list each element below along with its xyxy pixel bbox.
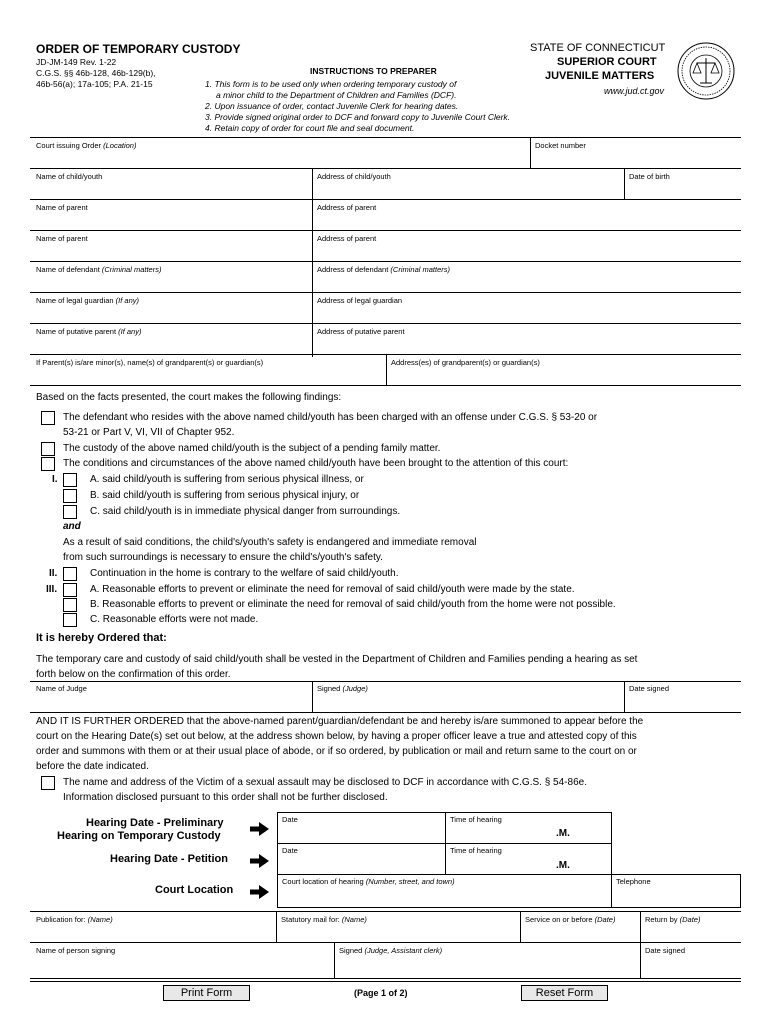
publication-label: Publication for: (Name): [36, 915, 113, 924]
prelim-hearing-label2: Hearing on Temporary Custody: [57, 830, 221, 842]
court-location-field-label: Court location of hearing (Number, street, and town): [282, 877, 455, 886]
prelim-date-field[interactable]: [277, 812, 446, 845]
and-label: and: [63, 521, 81, 532]
further-line3: order and summons with them or at their usual place of abode, or if so ordered, by publication or mail and return same to the court on or: [36, 746, 637, 757]
parent2-address-label: Address of parent: [317, 234, 377, 243]
clerk-signed-label: Signed (Judge, Assistant clerk): [339, 946, 443, 955]
defendant-label: Name of defendant (Criminal matters): [36, 265, 162, 274]
prelim-time-label: Time of hearing: [450, 815, 502, 824]
petition-hearing-label: Hearing Date - Petition: [110, 853, 228, 865]
arrow-right-icon: [250, 822, 270, 836]
victim-disclosure-checkbox[interactable]: [41, 776, 55, 790]
finding-1-text-cont: 53-21 or Part V, VI, VII of Chapter 952.: [63, 427, 235, 438]
finding-iii-c-text: C. Reasonable efforts were not made.: [90, 614, 259, 625]
instruction-4: 4. Retain copy of order for court file and seal document.: [205, 123, 415, 133]
parent1-address-label: Address of parent: [317, 203, 377, 212]
petition-date-field[interactable]: [277, 843, 446, 876]
telephone-label: Telephone: [616, 877, 651, 886]
child-address-label: Address of child/youth: [317, 172, 391, 181]
grandparent-label: If Parent(s) is/are minor(s), name(s) of grandparent(s) or guardian(s): [36, 358, 264, 367]
further-line1: AND IT IS FURTHER ORDERED that the above-named parent/guardian/defendant be and hereby is/are summoned to appear before the: [36, 716, 644, 727]
court-issuing-label: Court issuing Order (Location): [36, 141, 137, 150]
arrow-right-icon: [250, 854, 270, 868]
statutory-mail-label: Statutory mail for: (Name): [281, 915, 367, 924]
service-by-label: Service on or before (Date): [525, 915, 616, 924]
judge-name-label: Name of Judge: [36, 684, 87, 693]
finding-i-c-checkbox[interactable]: [63, 505, 77, 519]
state-name: STATE OF CONNECTICUT: [530, 42, 666, 54]
finding-3-text: The conditions and circumstances of the above named child/youth have been brought to the attention of this court:: [63, 458, 569, 469]
judge-date-signed-label: Date signed: [629, 684, 670, 693]
guardian-label: Name of legal guardian (If any): [36, 296, 139, 305]
finding-iii-b-text: B. Reasonable efforts to prevent or eliminate the need for removal of said child/youth from the home were not possible.: [90, 599, 616, 610]
finding-i-a-text: A. said child/youth is suffering from serious physical illness, or: [90, 474, 364, 485]
person-signing-label: Name of person signing: [36, 946, 116, 955]
putative-label: Name of putative parent (If any): [36, 327, 142, 336]
parent1-label: Name of parent: [36, 203, 88, 212]
prelim-date-label: Date: [282, 815, 298, 824]
petition-time-label: Time of hearing: [450, 846, 502, 855]
print-form-button[interactable]: Print Form: [163, 985, 250, 1001]
roman-iii: III.: [46, 584, 58, 595]
result-line1: As a result of said conditions, the child's/youth's safety is endangered and immediate removal: [63, 537, 477, 548]
finding-3-checkbox[interactable]: [41, 457, 55, 471]
prelim-hearing-label1: Hearing Date - Preliminary: [86, 817, 224, 829]
state-seal-icon: [676, 41, 736, 101]
roman-i: I.: [52, 474, 58, 485]
parent2-label: Name of parent: [36, 234, 88, 243]
court-location-label: Court Location: [155, 884, 234, 896]
guardian-address-label: Address of legal guardian: [317, 296, 403, 305]
victim-line2: Information disclosed pursuant to this order shall not be further disclosed.: [63, 792, 388, 803]
division-name: JUVENILE MATTERS: [545, 70, 655, 82]
finding-2-checkbox[interactable]: [41, 442, 55, 456]
finding-ii-text: Continuation in the home is contrary to the welfare of said child/youth.: [90, 568, 399, 579]
petition-date-label: Date: [282, 846, 298, 855]
further-line4: before the date indicated.: [36, 761, 149, 772]
finding-2-text: The custody of the above named child/youth is the subject of a pending family matter.: [63, 443, 441, 454]
reset-form-button[interactable]: Reset Form: [521, 985, 608, 1001]
page-indicator: (Page 1 of 2): [354, 988, 408, 998]
website: www.jud.ct.gov: [604, 86, 665, 96]
court-name: SUPERIOR COURT: [557, 56, 657, 68]
judge-signed-label: Signed (Judge): [317, 684, 368, 693]
finding-ii-checkbox[interactable]: [63, 567, 77, 581]
instructions-heading: INSTRUCTIONS TO PREPARER: [310, 66, 437, 76]
finding-1-text: The defendant who resides with the above named child/youth has been charged with an offense under C.G.S. § 53-20 or: [63, 412, 598, 423]
finding-i-c-text: C. said child/youth is in immediate physical danger from surroundings.: [90, 506, 401, 517]
finding-i-b-checkbox[interactable]: [63, 489, 77, 503]
finding-iii-a-text: A. Reasonable efforts to prevent or eliminate the need for removal of said child/youth were made by the state.: [90, 584, 575, 595]
grandparent-address-label: Address(es) of grandparent(s) or guardian(s): [391, 358, 540, 367]
docket-label: Docket number: [535, 141, 586, 150]
instruction-1: 1. This form is to be used only when ordering temporary custody of: [205, 79, 457, 89]
footer-date-signed-label: Date signed: [645, 946, 686, 955]
finding-i-a-checkbox[interactable]: [63, 473, 77, 487]
finding-iii-a-checkbox[interactable]: [63, 583, 77, 597]
further-line2: court on the Hearing Date(s) set out below, at the address shown below, by having a proper officer leave a true and attested copy of this: [36, 731, 637, 742]
order-line2: forth below on the confirmation of this order.: [36, 669, 231, 680]
dob-label: Date of birth: [629, 172, 670, 181]
statutes-line2: 46b-56(a); 17a-105; P.A. 21-15: [36, 79, 153, 89]
arrow-right-icon: [250, 885, 270, 899]
form-title: ORDER OF TEMPORARY CUSTODY: [36, 42, 241, 56]
findings-intro: Based on the facts presented, the court makes the following findings:: [36, 392, 342, 403]
putative-address-label: Address of putative parent: [317, 327, 405, 336]
finding-iii-c-checkbox[interactable]: [63, 613, 77, 627]
defendant-address-label: Address of defendant (Criminal matters): [317, 265, 450, 274]
victim-line1: The name and address of the Victim of a sexual assault may be disclosed to DCF in accordance with C.G.S. § 54-86e.: [63, 777, 587, 788]
statutes-line1: C.G.S. §§ 46b-128, 46b-129(b),: [36, 68, 156, 78]
order-line1: The temporary care and custody of said child/youth shall be vested in the Department of Children and Families pending a hearing as set: [36, 654, 638, 665]
order-heading: It is hereby Ordered that:: [36, 632, 167, 644]
roman-ii: II.: [49, 568, 58, 579]
instruction-3: 3. Provide signed original order to DCF and forward copy to Juvenile Court Clerk.: [205, 112, 511, 122]
child-name-label: Name of child/youth: [36, 172, 103, 181]
return-by-label: Return by (Date): [645, 915, 701, 924]
finding-i-b-text: B. said child/youth is suffering from serious physical injury, or: [90, 490, 360, 501]
form-id: JD-JM-149 Rev. 1-22: [36, 57, 117, 67]
finding-iii-b-checkbox[interactable]: [63, 598, 77, 612]
instruction-1b: a minor child to the Department of Children and Families (DCF).: [216, 90, 457, 100]
petition-meridiem: .M.: [556, 860, 570, 871]
finding-1-checkbox[interactable]: [41, 411, 55, 425]
result-line2: from such surroundings is necessary to ensure the child's/youth's safety.: [63, 552, 383, 563]
prelim-meridiem: .M.: [556, 828, 570, 839]
instruction-2: 2. Upon issuance of order, contact Juvenile Clerk for hearing dates.: [205, 101, 459, 111]
